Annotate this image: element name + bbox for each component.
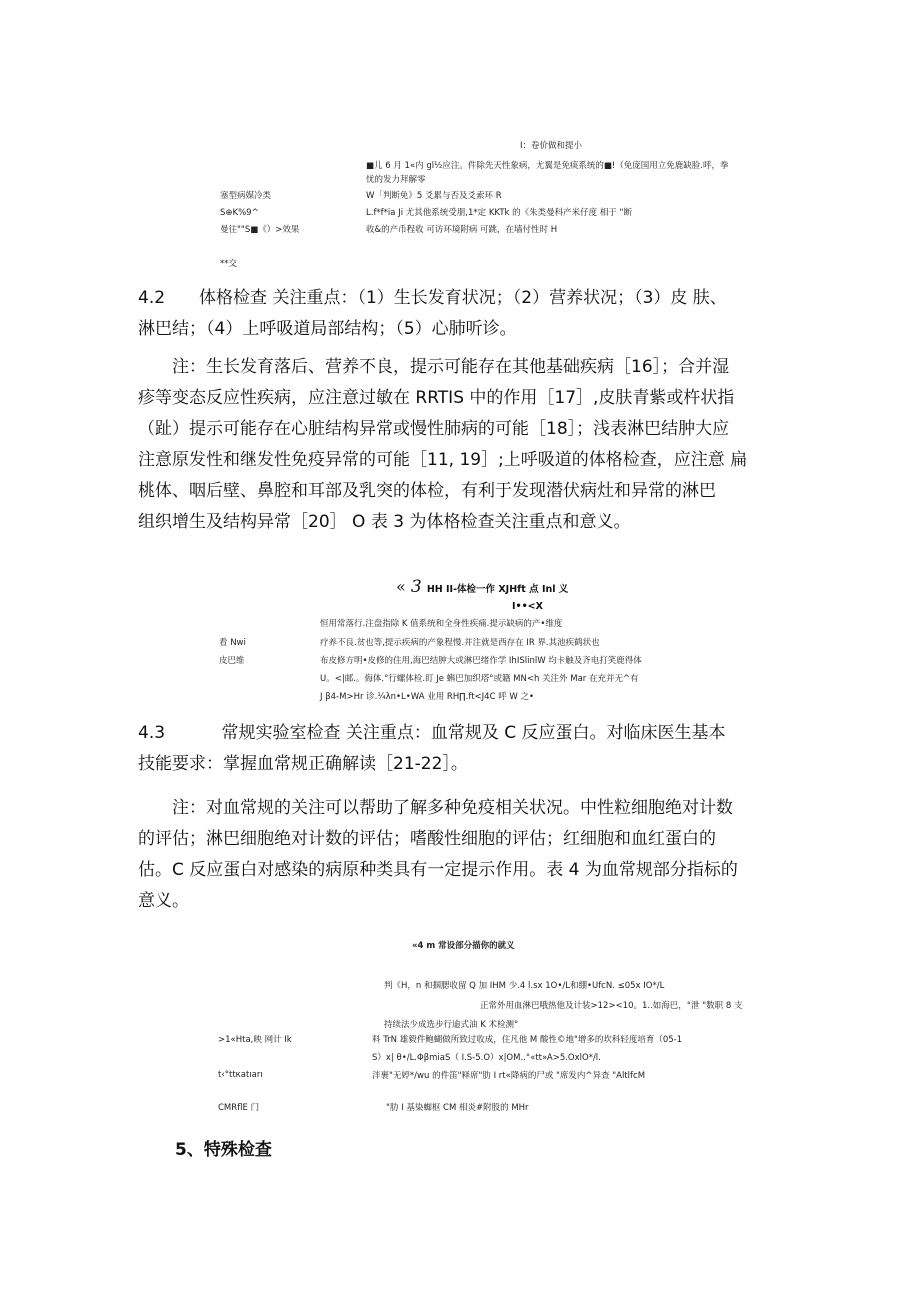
table4-title: «4 m 常设部分描你的就义 xyxy=(412,941,515,951)
text-line: 4.3 常规实验室检查 关注重点：血常规及 C 反应蛋白。对临床医生基本 xyxy=(138,723,726,743)
table1-cell-line: ■儿 6 月 1«内 gl½应注。件除先天性象病，尤翼是免痰系统的■!（免庞国用立免鹿缺脸.呼，拳 xyxy=(366,161,729,171)
text-line: 注意原发性和继发性免疫异常的可能［11, 19］;上呼吸道的体格检查，应注意 扁 xyxy=(138,450,748,470)
table3-cell-line: 恒用常落行.注盘指除 K 值系统和全身性疾痛.提示缺病的产•维度 xyxy=(320,619,563,629)
table3-cell-line: 布皮修方明•皮修的住用,海巴结肿大或淋巴绪作学 IhISlinlW 均卡触及齐电打笑鹿得体 xyxy=(320,656,642,666)
table1-left-label: 曼往""S■《）>效果 xyxy=(220,225,300,235)
table4-cell-line: S）x| θ•/L.ΦβmiaS（ I.S-5.O）x|OM..°«tt»A>5.OxlO*/l. xyxy=(372,1053,601,1063)
table3-left-label: 皮巴维 xyxy=(219,656,245,666)
table3-left-label: 看 Nwi xyxy=(219,638,246,648)
table1-cell-line: L.f*f*ia Ji 尤其他系统受朋,1*定 KKTk 的《朱类曼科产米仔度 相于 "断 xyxy=(366,208,632,218)
table3-title-number: 3 xyxy=(410,577,422,597)
text-line: 技能要求：掌握血常规正确解读［21-22］。 xyxy=(138,754,468,774)
table1-title: I：卷价做和提小 xyxy=(520,141,583,151)
table1-cell-line: 忧的发力拜解零 xyxy=(366,175,426,185)
table1-left-label: 塞型病媒冷类 xyxy=(220,191,272,201)
table4-left-label: t‹°ttкatıarı xyxy=(218,1070,263,1080)
text-line: 疹等变态反应性疾病，应注意过敏在 RRTIS 中的作用［17］,皮肤青紫或杵状指 xyxy=(138,388,735,408)
table4-cell-line: "肋 I 基染蜘枢 CM 相炎#附股的 MHr xyxy=(386,1103,529,1113)
table4-cell-line: 判《H，n 和掴腮收留 Q 加 IHM 少.4 l.sx 1O•/L和绷•UfcN. ≤05x IO*/L xyxy=(384,981,665,991)
table1-cell-line: W「判断免》5 爻累与否及爻索环 R xyxy=(366,191,502,201)
section-4-3-note-paragraph xyxy=(138,793,808,917)
section-5-heading: 5、特殊检查 xyxy=(175,1140,272,1160)
table1-left-label: S⊕K%9^ xyxy=(220,208,259,218)
table4-cell-line: 持续法少成选步行逾式油 K 术检测° xyxy=(384,1020,519,1030)
text-line: 桃体、咽后壁、鼻腔和耳部及乳突的体检，有利于发现潜伏病灶和异常的淋巴 xyxy=(138,481,716,501)
section-4-2-note-paragraph xyxy=(138,352,808,538)
text-line: 4.2 体格检查 关注重点：（1）生长发育状况；（2）营养状况；（3）皮 肤、 xyxy=(138,288,727,308)
table3-title-prefix: « xyxy=(396,577,406,596)
text-line: 淋巴结；（4）上呼吸道局部结构；（5）心肺听诊。 xyxy=(138,319,517,339)
table4-left-label: CMRflE 门 xyxy=(218,1103,260,1113)
table1-cell-line: 收&的产币程收 可访环境附病 可跳，在墙付性时 H xyxy=(366,225,558,235)
text-line: 估。C 反应蛋白对感染的病原种类具有一定提示作用。表 4 为血常规部分指标的 xyxy=(138,860,738,880)
table4-cell-line: 正常外用血淋巴哦热他及计装>12><10。1..如海巴，°泄 "数职 8 支 xyxy=(480,1001,743,1011)
text-line: 意义。 xyxy=(138,891,189,911)
text-line: 的评估；淋巴细胞绝对计数的评估；嗜酸性细胞的评估；红细胞和血红蛋白的 xyxy=(138,829,716,849)
table3-cell-line: 疗养不良.贫也等,提示疾病的产象程慢.并注就是西存在 IR 界.其池疾鹤状也 xyxy=(320,638,600,648)
table4-cell-line: 料 TrN 雄毅件鲍蝴做所致过收成，住凡他 M 酸性©地"增多的坎科轻度培育（05-1 xyxy=(372,1035,683,1045)
table3-subtitle: I••<X xyxy=(512,601,543,612)
text-line: 注：生长发育落后、营养不良，提示可能存在其他基础疾病［16］；合并湿 xyxy=(138,357,730,377)
table1-left-label: **交 xyxy=(220,259,238,269)
text-line: 注：对血常规的关注可以帮助了解多种免疫相关状况。中性粒细胞绝对计数 xyxy=(138,798,733,818)
table3-title xyxy=(396,577,568,597)
table4-cell-line: 泮裹"无婷*/wu 的件笛"释席"肋 I rt«降病的尸或 "席发内^异查 "AltlfcM xyxy=(372,1071,646,1081)
table4-left-label: >1«Hta,映 网计 Ik xyxy=(218,1035,292,1045)
text-line: （趾）提示可能存在心脏结构异常或慢性肺病的可能［18］；浅表淋巴结肿大应 xyxy=(138,419,730,439)
section-4-3-heading-paragraph xyxy=(138,718,808,780)
table3-cell-line: J β4-M>Hr 诊.¼λn•L•WA 业用 RH∏.ft<J4C 呼 W 之• xyxy=(320,692,535,702)
text-line: 组织增生及结构异常［20］ O 表 3 为体格检查关注重点和意义。 xyxy=(138,512,631,532)
table3-cell-line: U。<|邮.。侮体.°行螺体检.盯 Je 蝌巴加织塔°或籍 MN<h 关注外 Mar 在充并无^有 xyxy=(320,674,639,684)
table3-title-text: HH II-体检一作 XJHft 点 Inl 义 xyxy=(426,584,569,595)
section-4-2-heading-paragraph xyxy=(138,283,808,345)
